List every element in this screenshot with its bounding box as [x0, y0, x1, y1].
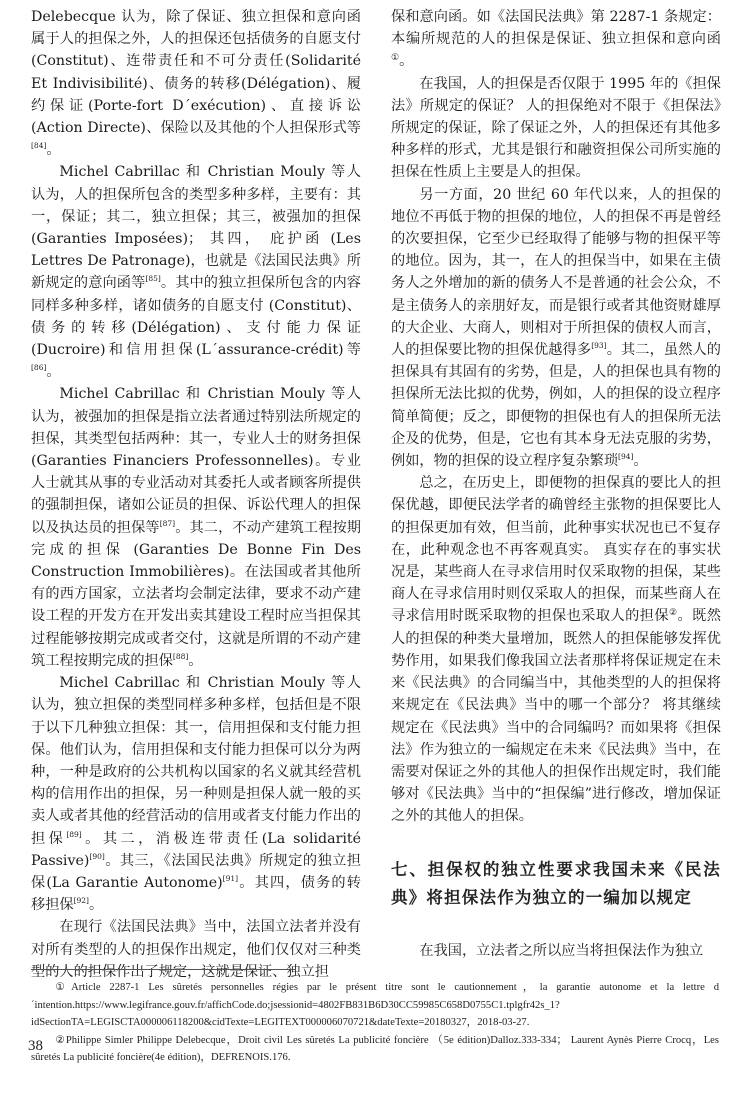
paragraph-text: 。其四，债务的转移担保 — [31, 874, 361, 914]
citation-ref: [87] — [159, 518, 176, 528]
citation-ref: [86] — [31, 363, 47, 373]
footnote — [31, 1032, 719, 1067]
paragraph-tail: 。 — [399, 53, 414, 70]
left-column — [31, 6, 361, 983]
paragraph-text: 。既然人的担保的种类大量增加，既然人的担保能够发挥优势作用，如果我们像我国立法者那样将保证规定在未来《民法典》的合同编当中，其他类型的人的担保将来规定在《民法典》当中的哪一个部分？ 将其继续规定在《民法典》当中的合同编吗？而如果将《担保法》作为独立的一编规定在未来《民法典》当中，在需要对保证之外的其他人的担保作出规定时，我们能够对《民法典》当中的“担保编”进行修改，增加保证之外的其他人的担保。 — [391, 608, 721, 825]
paragraph-tail: 。 — [188, 652, 203, 669]
paragraph — [31, 161, 361, 383]
paragraph-text: 在现行《法国民法典》当中，法国立法者并没有对所有类型的人的担保作出规定，他们仅仅对三种类型的人的担保作出了规定，这就是保证、独立担 — [31, 919, 361, 980]
paragraph — [391, 184, 721, 473]
citation-ref: [89] — [66, 829, 82, 839]
paragraph-text: 。其二，不动产建筑工程按期完成的担保 (Garanties De Bonne Fin Des Construction Immobilières)。在法国或者其他所有的西方国家，立法者均会制定法律，要求不动产建设工程的开发方在开发出卖其建设工程时应当担保其过程能够按期完成或者交付，这就是所谓的不动产建筑工程按期完成的担保 — [31, 519, 361, 669]
paragraph-tail: 。 — [46, 364, 61, 381]
paragraph — [31, 383, 361, 672]
section-heading: 七、担保权的独立性要求我国未来《民法典》将担保法作为独立的一编加以规定 — [391, 859, 721, 907]
citation-ref: [93] — [591, 341, 607, 351]
paragraph-text: 总之，在历史上，即便物的担保真的要比人的担保优越，即便民法学者的确曾经主张物的担保要比人的担保更加有效，但当前，此种事实状况也已不复存在，此种观念也不再客观真实。 真实存在的事实状况是，某些商人在寻求信用时仅采取物的担保，某些商人在寻求信用时则仅采取人的担保，而某些商人在寻求信用时既采取物的担保也采取人的担保 — [391, 475, 721, 625]
footnotes — [31, 979, 719, 1067]
footnote-text: Philippe Simler Philippe Delebecque，Droit civil Les sûretés La publicité foncière （5e édition)Dalloz.333-334； Laurent Aynès Pierre Crocq，Les sûretés La publicité foncière(4e édition)，DEFRENOIS.176. — [31, 1034, 719, 1063]
page-number: 38 — [28, 1038, 43, 1054]
footnote-marker: ① — [55, 982, 72, 993]
paragraph — [391, 6, 721, 73]
paragraph-text: 另一方面，20 世纪 60 年代以来，人的担保的地位不再低于物的担保的地位，人的担保不再是曾经的次要担保，它至少已经取得了能够与物的担保平等的地位。因为，其一，在人的担保当中，如果在主债务人之外增加的新的债务人不是普通的社会公众，不是主债务人的亲朋好友，而是银行或者其他资财雄厚的大企业、大商人，则相对于所担保的债权人而言，人的担保要比物的担保优越得多 — [391, 186, 721, 359]
paragraph: 在我国，立法者之所以应当将担保法作为独立 — [419, 942, 704, 959]
paragraph-tail: 。 — [88, 897, 104, 914]
footnote-ref[interactable]: ② — [669, 608, 678, 619]
citation-ref: [85] — [145, 274, 161, 284]
citation-ref: [92] — [73, 896, 89, 906]
citation-ref: [94] — [618, 452, 634, 462]
right-column — [391, 6, 721, 962]
paragraph — [31, 916, 361, 983]
paragraph — [391, 73, 721, 184]
paragraph-text: 在我国，人的担保是否仅限于 1995 年的《担保法》所规定的保证？ 人的担保绝对不限于《担保法》所规定的保证，除了保证之外，人的担保还有其他多种多样的形式，尤其是银行和融资担保公司所实施的担保在性质上主要是人的担保。 — [391, 75, 721, 181]
footnote — [31, 979, 719, 1032]
citation-ref: [84] — [31, 141, 47, 151]
citation-ref: [88] — [172, 651, 189, 661]
paragraph-tail: 。 — [46, 142, 61, 159]
citation-ref: [91] — [222, 873, 239, 883]
paragraph-text: Michel Cabrillac 和 Christian Mouly 等人认为，独立担保的类型同样多种多样，包括但是不限于以下几种独立担保：其一，信用担保和支付能力担保。他们认为，信用担保和支付能力担保可以分为两种，一种是政府的公共机构以国家的名义就其经营机构的信用作出的担保，另一种则是担保人就一般的买卖人或者其他的经营活动的信用或者支付能力作出的担保 — [31, 675, 361, 847]
footnote-divider — [31, 969, 296, 970]
footnote-ref[interactable]: ① — [391, 53, 400, 64]
paragraph-text: 。其二，虽然人的担保具有其固有的劣势，但是，人的担保也具有物的担保所无法比拟的优势，例如，人的担保的设立程序简单简便；反之，即便物的担保也有人的担保所无法企及的优势，但是，它也有其本身无法克服的劣势，例如，物的担保的设立程序复杂繁琐 — [391, 342, 721, 470]
paragraph-text: 。其二，消极连带责任(La solidarité Passive) — [31, 830, 361, 869]
paragraph-tail: 。 — [633, 453, 648, 470]
paragraph-text: Michel Cabrillac 和 Christian Mouly 等人认为，被强加的担保是指立法者通过特别法所规定的担保，其类型包括两种：其一，专业人士的财务担保(Garanties Financiers Professonnelles)。专业人士就其从事的专业活动对其委托人或者顾客所提供的强制担保，诸如公证员的担保、诉讼代理人的担保以及执达员的担保等 — [31, 386, 361, 536]
footnote-marker: ② — [55, 1034, 66, 1046]
paragraph — [31, 672, 361, 916]
paragraph — [391, 472, 721, 827]
paragraph-text: Delebecque 认为，除了保证、独立担保和意向函属于人的担保之外，人的担保还包括债务的自愿支付 (Constitut)、连带责任和不可分责任(Solidarité Et Indivisibilité)、债务的转移(Délégation)、履约保证(Porte-fort D´exécution)、直接诉讼(Action Directe)、保险以及其他的个人担保形式等 — [31, 9, 361, 137]
citation-ref: [90] — [89, 851, 105, 861]
paragraph-text: 保和意向函。如《法国民法典》第 2287-1 条规定：本编所规范的人的担保是保证、独立担保和意向函 — [391, 9, 721, 48]
paragraph-text: 。其中的独立担保所包含的内容同样多种多样，诸如债务的自愿支付 (Constitut)、 债务的转移(Délégation)、支付能力保证(Ducroire)和信用担保(L´assurance-crédit)等 — [31, 275, 361, 359]
paragraph — [31, 6, 361, 161]
paragraph-text: Michel Cabrillac 和 Christian Mouly 等人认为，人的担保所包含的类型多种多样，主要有：其一，保证；其二，独立担保；其三，被强加的担保(Garanties Imposées)； 其四， 庇护函 (Les Lettres De Patronage)，也就是《法国民法典》所新规定的意向函等 — [31, 164, 361, 292]
footnote-text: Article 2287-1 Les sûretés personnelles régies par le présent titre sont le cautionnement，la garantie autonome et la lettre d´intention.https://www.legifrance.gouv.fr/affichCode.do;jsessionid=4802FB831B6D30CC59985C658D0755C1.tplgfr42s_1?idSectionTA=LEGISCTA000006118200&cidTexte=LEGITEXT000006070721&dateTexte=20180327，2018-03-27. — [31, 982, 720, 1028]
paragraph-text: 。其三，《法国民法典》所规定的独立担保(La Garantie Autonome) — [31, 852, 361, 891]
